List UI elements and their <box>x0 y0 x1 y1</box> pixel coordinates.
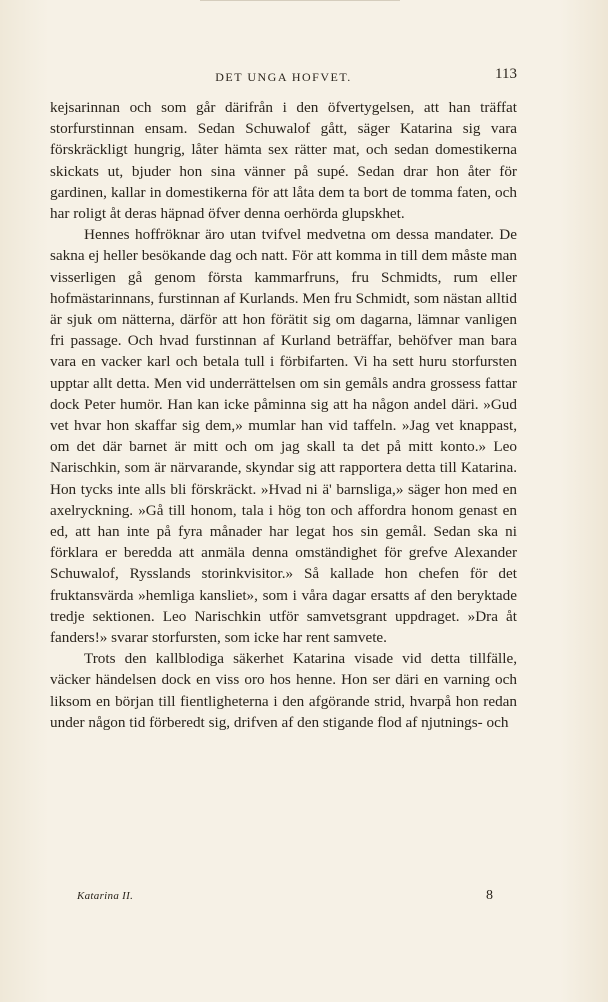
running-title: DET UNGA HOFVET. <box>215 70 352 84</box>
sheet-number: 8 <box>486 888 493 903</box>
page-header <box>50 64 517 88</box>
signature-mark: Katarina II. <box>77 890 134 902</box>
top-edge-rule <box>200 0 400 1</box>
paragraph-1: kejsarinnan och som går därifrån i den öfvertygelsen, att han träffat storfurstinnan ensam. Sedan Schuwalof gått, säger Katarina sig vara förskräckligt hungrig, låter hämta sex rätter mat, och sedan domestikerna skickats ut, bjuder hon sina vänner på supé. Sedan drar hon åter för gardinen, kallar in domestikerna för att låta dem ta bort de tomma faten, och har roligt åt deras häpnad öfver denna oerhörda glupskhet. <box>50 99 517 223</box>
page-number: 113 <box>495 66 517 82</box>
paragraph-2: Hennes hoffröknar äro utan tvifvel medvetna om dessa mandater. De sakna ej heller besökande dag och natt. För att komma in till dem måste man visserligen gå genom första kammarfruns, fru Schmidts, rum eller hofmästarinnans, furstinnan af Kurlands. Men fru Schmidt, som nästan alltid är sjuk om nätterna, därför att hon förätit sig om dagarna, lämnar vanligen fri passage. Och hvad furstinnan af Kurland beträffar, behöfver man bara vara en vacker karl och betala tull i förbifarten. Vi ha sett huru storfursten upptar allt detta. Men vid underrättelsen om sin gemåls andra grossess fattar dock Peter humör. Han kan icke påminna sig att ha någon andel däri. »Gud vet hvar hon skaffar sig dem,» mumlar han vid taffeln. »Jag vet knappast, om det där barnet är mitt och om jag skall ta det på mitt konto.» Leo Narischkin, som är närvarande, skyndar sig att rapportera detta till Katarina. Hon tycks inte alls bli förskräckt. »Hvad ni ä' barnsliga,» säger hon med en axelryckning. »Gå till honom, tala i hög ton och affordra honom genast en ed, att han inte på fyra månader har legat hos sin gemål. Sedan ska ni förklara er beredda att anmäla denna omständighet för grefve Alexander Schuwalof, Rysslands storinkvisitor.» Så kallade hon chefen för det fruktansvärda »hemliga kansliet», som i våra dagar ersatts af den beryktade tredje sektionen. Leo Narischkin utför samvetsgrant uppdraget. »Dra åt fanders!» svarar storfursten, som icke har rent samvete. <box>50 226 517 647</box>
paragraph-3: Trots den kallblodiga säkerhet Katarina visade vid detta tillfälle, väcker händelsen dock en viss oro hos henne. Hon ser däri en varning och liksom en början till fientligheterna i den afgörande strid, hvarpå hon redan under någon tid förberedt sig, drifven af den stigande flod af njutnings- och <box>50 650 517 731</box>
body-text <box>50 97 517 733</box>
page-footer <box>50 888 517 908</box>
